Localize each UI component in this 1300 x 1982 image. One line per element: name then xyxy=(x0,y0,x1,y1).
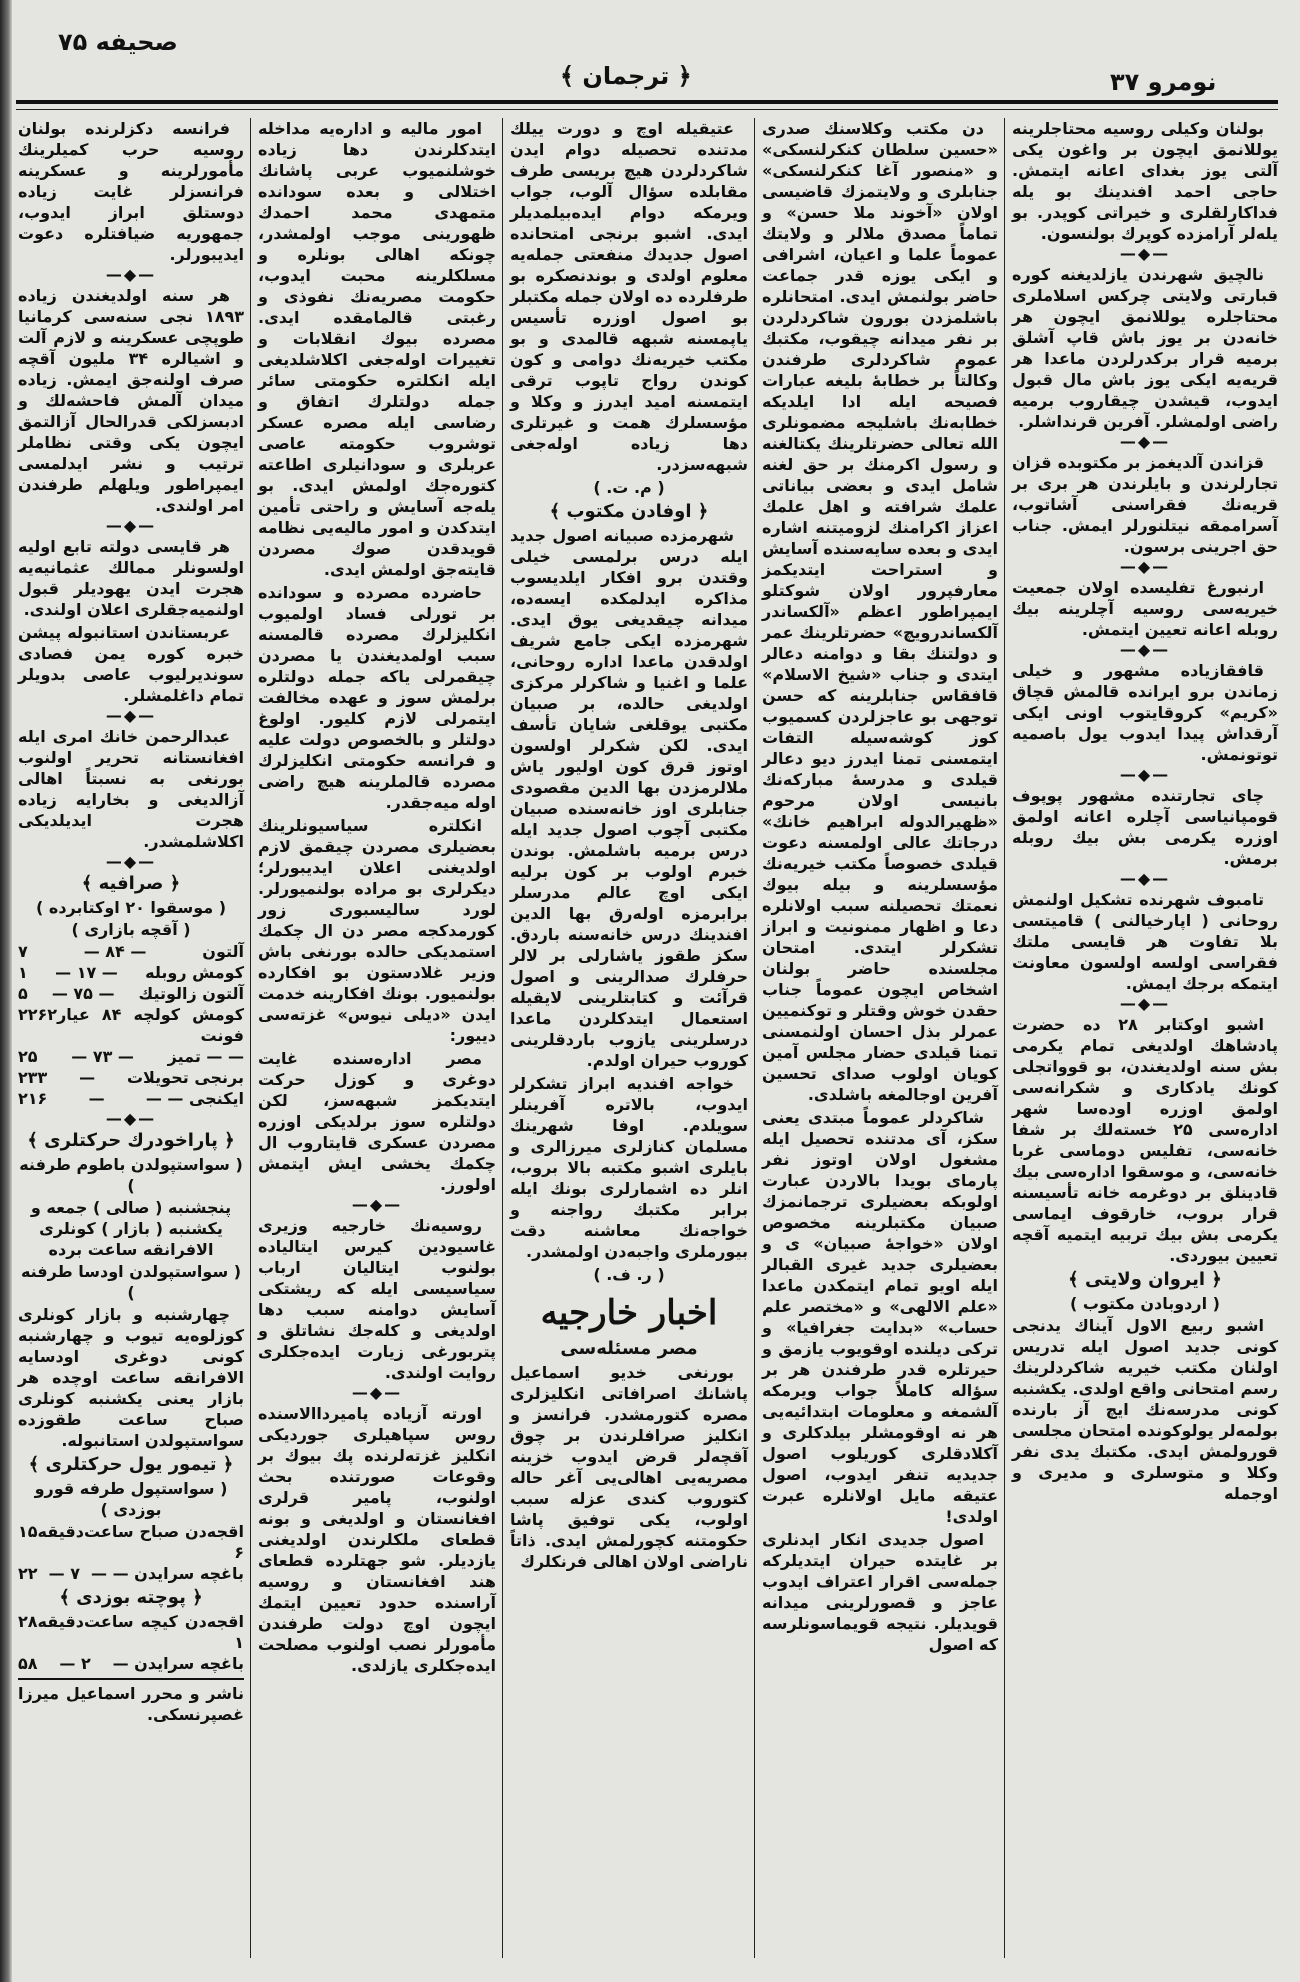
separator-ornament: —◆— xyxy=(105,1109,157,1128)
separator-ornament: —◆— xyxy=(105,706,157,725)
article-paragraph: شاکردلر عموماً مبتدی یعنی سکز، آی مدتنده تحصیل ایله مشغول اولان اوتوز نفر پارمای بویدا بالاردن عبارت اولوبکه بعضیلری ترجمانمزك صبیان مکتبلرینه مخصوص اولان «خواجهٔ صبیان» ی و بعضیلری جدید غیری القبالر ایله اویو تمام ایتمکدن ماعدا «علم الالهی» و «مختصر علم حساب» «بدایت جغرافیا» و ترکی دیلنده اوقویوب یازمق و حیرتلره قدر طرفندن هر بر سؤاله کاملاً جواب ویرمکه آلشمغه و معلومات ابتدائیه‌یی هر نه اوقومشلر بیلدکلری و آکلادقلری کوریلوب اصول جدیدیه تنفر ایدوب، اصول عتیقه مایل اولانلره عبرت اولدی! xyxy=(762,1108,998,1526)
section-heading: ﴿ صرافیه ﴾ xyxy=(81,873,181,894)
separator-ornament: —◆— xyxy=(1119,640,1171,659)
table-cell: — ۱۷ — xyxy=(55,963,118,982)
separator-ornament: —◆— xyxy=(105,852,157,871)
table-cell: — xyxy=(88,1089,105,1108)
column-5 xyxy=(1012,118,1278,1506)
article-paragraph: فرانسه دکزلرنده بولنان روسیه حرب کمیلرینك مأمورلرینه و عسکرینه فرانسزلر غایت زیاده دوستلق ابراز ایدوب، جمهوریه ضیافتلره دعوت ایدیبورلر. xyxy=(18,119,244,264)
article-paragraph: قزاندن آلدیغمز بر مکتوبده قزان تجارلرندن و بایلرندن هر بری بر قریه‌نك فقراسنی آشاتوب، آسراممقه نیتلنورلر ایمش. جناب حق اجرینی برسون. xyxy=(1012,453,1278,556)
table-row xyxy=(18,1521,244,1563)
article-paragraph: عربستاندن استانبوله پیشن خبره کوره یمن فصادی سوندیرلیوب عاصی بدویلر تمام داغلمشلر. xyxy=(18,623,244,705)
table-cell: ۷ xyxy=(18,942,28,961)
table-cell: ۵۸ xyxy=(18,1654,38,1673)
subheading: ( اردوبادن مکتوب ) xyxy=(1070,1294,1220,1313)
separator-ornament: —◆— xyxy=(105,265,157,284)
article-paragraph: چهارشنبه و بازار کونلری کوزلوه‌یه تیوب و چهارشنبه کونی دوغری اودسایه الافرانقه ساعت اوچده هر بازار یعنی یکشنبه کونلری صباح ساعت طقوزده سواستپولدن استانبوله. xyxy=(18,1305,244,1450)
column-3 xyxy=(510,118,748,1574)
table-cell: ۲۲ xyxy=(18,1564,38,1583)
article-paragraph: نالچیق شهرندن یازلدیغنه کوره قبارتی ولایتی چرکس اسلاملری محتاجلره یوللانمق ایچون هر خانه‌دن بر یوز باش قاپ آشلق برمیه قرار برکدرلردن ماعدا هر قریه‌یه ایکی یوز باش مال قبول ایدوب، قیشدن چیقاروب برمیه راضی اولمشلر. آفرین قرنداشلر. xyxy=(1012,265,1278,431)
table-row xyxy=(18,1004,244,1046)
table-row xyxy=(18,941,244,962)
table-cell: ۵ xyxy=(18,984,28,1003)
table-cell: ۷ — xyxy=(48,1564,80,1583)
table-cell: کومش روبله xyxy=(145,963,244,982)
table-cell: دقیقه xyxy=(37,1522,84,1541)
table-cell: — ۷۵ — xyxy=(51,984,115,1003)
table-row xyxy=(18,1046,244,1067)
section-heading: ﴿ تیمور یول حرکتلری ﴾ xyxy=(28,1454,234,1475)
header-rule xyxy=(16,100,1278,104)
table-cell: اقجه‌دن کیچه ساعت ۱ xyxy=(83,1612,244,1652)
table-cell: — ۸۴ — xyxy=(83,942,147,961)
separator-ornament: —◆— xyxy=(105,516,157,535)
separator-ornament: —◆— xyxy=(1119,869,1171,888)
table-cell: دقیقه xyxy=(37,1612,84,1631)
table-cell: — xyxy=(79,1068,96,1087)
column-divider xyxy=(1004,118,1005,1958)
section-heading: ﴿ پاراخودرك حرکتلری ﴾ xyxy=(27,1130,235,1151)
column-2 xyxy=(258,118,496,1678)
section-heading: ﴿ پوچته بوزدی ﴾ xyxy=(59,1587,203,1608)
table-cell: ۲۵ xyxy=(18,1047,38,1066)
section-heading: ﴿ اوفادن مکتوب ﴾ xyxy=(549,501,709,522)
column-divider xyxy=(754,118,755,1958)
article-paragraph: عتیقیله اوچ و دورت ییلك مدتنده تحصیله دوام ایدن شاکردلردن هیچ بریسی طرف مقابلده سؤال آلوب، جواب ویرمکه دوام ایده‌بیلمدیلر ایدی. اشبو برنجی امتحانده اصول جدیدك منفعتی جمله‌یه معلوم اولدی و بوندنصکره بو طرفلرده ده اولان جمله مکتبلر بو اصول اوزره تأسیس یاپمسنه شبهه قالمدی و بو مکتب خیریه‌نك دوامی و کون کوندن رواج تاپوب ترقی ایتمسنه امید ایدرز و وکلا و مؤسسلرك همت و غیرتلری دها زیاده اوله‌جغی شبهه‌سزدر. xyxy=(510,119,748,474)
table-cell: ۲۲ xyxy=(18,1005,38,1024)
article-paragraph: حاضرده مصرده و سودانده بر تورلی فساد اولمیوب انکلیزلرك مصرده قالمسنه سبب اولمدیغندن یا مصردن چیقمرلی یاکه جمله دولتلره برلمش سوز و عهده مخالفت ایتمرلی لازم کلیور. اولوغ دولتلر و بالخصوص دولت علیه و فرانسه حکومتی انکلیزلرك مصرده قالملرینه هیچ راضی اوله میه‌جقدر. xyxy=(258,583,496,812)
table-row xyxy=(18,1563,244,1584)
table-row xyxy=(18,1088,244,1109)
article-paragraph: اشبو ربیع الاول آیناك یدنجی کونی جدید اصول ایله تدریس اولنان مکتب خیریه شاکردلرینك رسم امتحانی واقع اولدی. یکشنبه کونی مدرسه‌نك ایچ آز بارنده بولمه‌لر یولوکونده امتحان مجلسی قورولمش ایدی. مکتبك یدی نفر وکلا و متوسلری و مدیری و اوجمله xyxy=(1012,1316,1278,1503)
article-paragraph: انکلتره سیاسیونلرینك بعضیلری مصردن چیقمق لازم اولدیغنی اعلان ایدیبورلر؛ دیکرلری بو مراده بولنمیورلر. لورد سالیسبوری زور کورمدکجه مصر دن ال چکمك استمدیکی حالده بورنغی باش وزیر غلادستون بو افکارده بولنمیور. بونك افکارینه خدمت ایدن «دیلی نیوس» غزته‌سی دییور: xyxy=(258,816,496,1045)
article-paragraph: دن مکتب وکلاسنك صدری «حسین سلطان کنکرلنسکی» و «منصور آغا کنکرلنسکی» جنابلری و ولایتمزك قاضیسی اولان «آخوند ملا حسن» و تماماً مصدق ملالر و ولایتك عموماً علما و اعیان، اشرافی و ایکی یوزه قدر جماعت حاضر بولنمش ایدی. امتحانلره باشلمزدن بورون شاکردلردن بر نفر میدانه چیقوب، مکتبك عموم شاکردلری طرفندن وکالتاً بر خطابهٔ بلیغه عبارات فصیحه ایله ادا ایلدیکه خطابه‌نك باشلیجه مضمونلری الله تعالی حضرتلرینك یکتالغنه و رسول اکرمنك بر حق لغنه شامل ایدی و بعضی بیاناتی علمك شرافته و اهل علمك اعزاز اکرامنك لزومیتنه اشاره ایدی و بعده سایه‌سنده آسایش و استراحت ایتدیکمز معارفپرور اولان شوکتلو ایمپراطور اعظم «آلکساندر آلکساندرویچ» حضرتلرینك عمر و دولتنك بقا و دوامنه دعالر ایتدی و جناب «شیخ الاسلام» قافقاس جنابلرینه که حسن توجهی بو عاجزلردن کسمیوب کوز کوشه‌سیله التفات ایتمسنی تمنا ایدرز دیو دعالر قیلدی و مدرسهٔ مبارکه‌نك بانیسی اولان مرحوم «ظهیرالدوله ابراهیم خانك» درجاتك عالی اولمسنه دعوت قیلدی خصوصاً مکتب خیریه‌نك مؤسسلرینه و بیله بیوك نعمتك تحصیلنه سبب اولانلره دعا و اظهار ممنونیت و ابراز تشکرلر ایتدی. امتحان مجلسنده حاضر بولنان اشخاص ایچون عموماً جناب حقدن خوش وقتلر و توکنمیین عمرلر بذل احسان اولنمسنی تمنا قیلدی حضار مجلس آمین کویان اولوب صدای تحسین آفرین اوجالمغه باشلدی. xyxy=(762,119,998,1104)
section-heading: ﴿ ایروان ولایتی ﴾ xyxy=(1068,1269,1222,1290)
column-divider xyxy=(250,118,251,1958)
article-paragraph: عبدالرحمن خانك امری ایله افغانستانه تحریر اولنوب بورنغی به نسبتاً اهالی آزالدیغی و بخارایه زیاده هجرت ایدیلدیکی اکلاشلمشدر. xyxy=(18,727,244,851)
article-paragraph: بولنان وکیلی روسیه محتاجلرینه یوللانمق ایچون بر واغون یکی آلتی یوز بغدای اعانه ایتمش. حاجی احمد افندینك بو یله فداکارلقلری و خیراتی کوپدر. بو یله‌لر آرامزده کوپرك بولنسون. xyxy=(1012,119,1278,243)
article-paragraph: خواجه افندیه ابراز تشکرلر ایدوب، بالاتره آفرینلر سویلدم. اوفا شهرینك مسلمان کنازلری میرزالری و بایلری اشبو مکتبه بالا بروب، انلر ده اشمارلری بونك ایله برابر مکتبك رواجنه و خواجه‌نك معاشنه دقت بیورملری واجبه‌دن اولمشدر. xyxy=(510,1074,748,1261)
table-cell: ۶۲ xyxy=(37,1005,58,1024)
table-cell: باغچه سرایدن — xyxy=(112,1654,244,1673)
article-paragraph: روسیه‌نك خارجیه وزیری غاسیودین کیرس ایتالیاده بولنوب ایتالیان ارباب سیاسیسی ایله که ریشتکی آسایش دوامنه سبب دها اولدیغی و کله‌جك نشاتلق و پتربورغی زیارت ایده‌جکلری روایت اولندی. xyxy=(258,1216,496,1382)
article-paragraph: شهرمزده صبیانه اصول جدید ایله درس برلمسی خیلی وقتدن برو افکار ایلدیسوب مذاکره ایدلمکده ایسه‌ده، میدانه چیقدیغی یوق ایدی. شهرمزده ایکی جامع شریف اولدقدن ماعدا اداره روحانی، علما و اغنیا و شاکرلر مرکزی اولدیغی حالده، بر صبیان مکتبی یوقلغی شایان تأسف ایدی. لکن شکرلر اولسون اوتوز قرق کون اولیور یاش ملالرمزدن بها الدین مقصودی جنابلری اوز خانه‌سنده صبیان مکتبی آچوب اصول جدید ایله درس برمیه باشلمش. بوندن خبرم اولوب بر کون برلیه ایکی اوچ عالم مدرسلر برابرمزه اوله‌رق بها الدین افندینك درس خانه‌سنه باردق. سکز طقوز یاشارلی بر لالر حرفلرك صدالرینی و اصول قرآئت و کتابتلرینی لایقیله استعمال ایتدکلردن ماعدا درسلرینی یازوب باردقلرینی کوروب حیران اولدم. xyxy=(510,526,748,1070)
table-cell: آلتون زالوتیك xyxy=(138,984,244,1003)
issue-number: نومرو ۳۷ xyxy=(1110,68,1217,96)
table-cell: برنجی تحویلات xyxy=(126,1068,244,1087)
section-heading: مصر مسئله‌سی xyxy=(560,1338,698,1359)
subheading: ( آقچه بازاری ) xyxy=(71,920,191,939)
separator-ornament: —◆— xyxy=(1119,244,1171,263)
table-cell: ۲۱۶ xyxy=(18,1089,48,1108)
article-paragraph: اصول جدیدی انکار ایدنلری بر غایتده حیران ایتدیلرکه جمله‌سی اقرار اعتراف ایدوب عاجز و قصورلرینی میدانه قویدیلر. نتیجه قویماسونلرسه که اصول xyxy=(762,1530,998,1654)
article-paragraph: امور مالیه و اداره‌یه مداخله ایتدکلرندن دها زیاده خوشلنمیوب عربی پاشانك اختلالی و بعده سودانده متمهدی محمد احمدك ظهورینی موجب اولمشدر، چونکه اهالی بونلره و مسلکلرینه محبت ایدوب، حکومت مصریه‌نك نفوذی و رغبتی قالمامقده ایدی. مصرده بیوك انقلابات و تغییرات اوله‌جغی اکلاشلدیغی ایله انکلتره حکومتی سائر جمله دولتلرك اتفاق و رضاسی ایله مصره عسکر توشروب حکومته عاصی عربلری و سودانیلری اطاعته کتوره‌جك اولمش ایدی. بو یله‌جه آسایش و راحتی تأمین ایتدکدن و امور مالیه‌یی نظامه قویدقدن صوك مصردن قایته‌جق اولمش ایدی. xyxy=(258,119,496,579)
table-cell: آلتون xyxy=(202,942,244,961)
table-cell: — ۷۳ — xyxy=(71,1047,134,1066)
article-paragraph: اورته آزیاده پامیرداالاسنده روس سپاهیلری جوردیکی انکلیز غزته‌لرنده پك بیوك بر وقوعات صورتنده بحث اولنوب، پامیر قرلری افغانستان و اولدیغی و بونه قطعای ملکلرندن اولدیغنی یازدیلر. شو جهتلرده قطعای هند افغانستان و روسیه آراسنده حدود تعیین ایتمك ایچون اوچ دولت طرفندن مأمورلر نصب اولنوب مصلحت ایده‌جکلری یازلدی. xyxy=(258,1404,496,1675)
section-masthead: اخبار خارجیه xyxy=(540,1293,718,1333)
article-paragraph: هر قایسی دولته تابع اولیه اولسونلر ممالك عثمانیه‌یه هجرت ایدن یهودیلر قبول اولنمیه‌جقلری اعلان اولندی. xyxy=(18,537,244,619)
separator-ornament: —◆— xyxy=(1119,994,1171,1013)
header-rule-thin xyxy=(16,109,1278,110)
column-1 xyxy=(18,118,244,1725)
table-row xyxy=(18,1611,244,1653)
subheading: پنجشنبه ( صالی ) جمعه و یکشنبه ( بازار ) کونلری الافرانقه ساعت برده xyxy=(30,1198,232,1259)
separator-ornament: —◆— xyxy=(351,1195,403,1214)
newspaper-title: ﴿ ترجمان ﴾ xyxy=(560,62,692,90)
article-paragraph: مصر اداره‌سنده غایت دوغری و کوزل حرکت ایتدیکمز شبهه‌سز، لکن دولتلره سوز برلدیکی اوزره مصردن عسکری قایتاروب ال چکمك یخشی ایش ایتمش اولورز. xyxy=(258,1049,496,1194)
table-cell: باغچه سرایدن — — xyxy=(91,1564,244,1583)
subheading: ( ر. ف. ) xyxy=(593,1265,665,1284)
table-row xyxy=(18,1067,244,1088)
subheading: ( سواستپول طرفه قورو بوزدی ) xyxy=(34,1479,228,1519)
table-cell: ۲ — xyxy=(59,1654,91,1673)
article-paragraph: ارنبورغ تفلیسده اولان جمعیت خیریه‌سی روسیه آچلرینه بیك روبله اعانه تعیین ایتمش. xyxy=(1012,578,1278,639)
separator-ornament: —◆— xyxy=(1119,557,1171,576)
column-divider xyxy=(502,118,503,1958)
table-cell: اقجه‌دن صباح ساعت ۶ xyxy=(83,1522,244,1562)
subheading: ( م. ت. ) xyxy=(593,478,665,497)
table-cell: ۱۵ xyxy=(18,1522,38,1541)
separator-ornament: —◆— xyxy=(1119,432,1171,451)
publisher-signature: ناشر و محرر اسماعیل میرزا غصپرنسکی. xyxy=(18,1678,244,1725)
separator-ornament: —◆— xyxy=(351,1383,403,1402)
table-cell: ۲۸ xyxy=(18,1612,38,1631)
article-paragraph: بورنغی خدیو اسماعیل پاشانك اصرافاتی انکلیزلری مصره کتورمشدر. فرانسز و انکلیز صرافلرندن بر چوق آقچه‌لر قرض ایدوب خزینه مصریه‌یی اهالی‌یی آغر حاله کتوروب کندی عزله سبب اولوب، یکی توفیق پاشا حکومتنه کچورلمش ایدی. ذاتاً ناراضی اولان اهالی فرنکلرك xyxy=(510,1363,748,1571)
page-number: صحیفه ۷۵ xyxy=(58,28,178,56)
subheading: ( موسقوا ۲۰ اوکتابرده ) xyxy=(35,898,227,917)
table-cell: ایکنجی — — xyxy=(145,1089,244,1108)
table-cell: کومش کولچه ۸۴ عیار فونت xyxy=(57,1005,245,1045)
table-row xyxy=(18,962,244,983)
article-paragraph: اشبو اوکتابر ۲۸ ده حضرت پادشاهك اولدیغی تمام یکرمی بش سنه اولدیغندن، بو قوواتجلی کونك یادکاری و شکرانه‌سی اولمق اوزره اوده‌سا شهر اداره‌سی ۲۵ خسته‌لك بر شفا خانه‌سی، تفلیس دوماسی غربا خانه‌سی، و موسقوا اداره‌سی بیك قادینلق بر دوغرمه خانه تأسیسنه قرار بروب، خارقوف ایماسی یکرمی بش بیك تربیه ایتمیه آقچه تعیین بیوردی. xyxy=(1012,1015,1278,1265)
subheading: ( سواستپولدن اودسا طرفنه ) xyxy=(20,1262,242,1302)
table-cell: — — تمیز xyxy=(167,1047,244,1066)
column-4 xyxy=(762,118,998,1657)
article-paragraph: هر سنه اولدیغندن زیاده ۱۸۹۳ نجی سنه‌سی کرمانیا طوپچی عسکرینه و لازم آلت و اشیالره ۳۴ ملیون آقچه صرف اولنه‌جق ایمش. زیاده میدان آلمش فاحشه‌لك و ادبسزلکی قدرالحال آزالتمق ایچون یکی وقتی نظاملر ترتیب و نشر ایدلمسی ایمپراطور ویلهلم طرفندن امر اولندی. xyxy=(18,286,244,515)
page-binding-edge xyxy=(0,0,12,1982)
article-paragraph: تامبوف شهرنده تشکیل اولنمش روحانی ( اپارخیالنی ) قامیتسی بلا تفاوت هر قایسی ملتك فقراسی اولسه اولسون معاونت ایتمکه برجك ایمش. xyxy=(1012,890,1278,993)
article-paragraph: چای تجارتنده مشهور پوپوف قومپانیاسی آچلره اعانه اولمق اوزره یکرمی بش بیك روبله برمش. xyxy=(1012,786,1278,868)
table-row xyxy=(18,1653,244,1674)
table-cell: ۲۳۳ xyxy=(18,1068,48,1087)
article-paragraph: قافقازیاده مشهور و خیلی زماندن برو ایرانده قالمش قچاق «کریم» کروقایتوب اونی ایکی آرقداش پیدا ایدوب یول باصمیه توتونمش. xyxy=(1012,661,1278,764)
table-row xyxy=(18,983,244,1004)
table-cell: ۱ xyxy=(18,963,28,982)
separator-ornament: —◆— xyxy=(1119,765,1171,784)
subheading: ( سواستپولدن باطوم طرفنه ) xyxy=(19,1155,243,1195)
